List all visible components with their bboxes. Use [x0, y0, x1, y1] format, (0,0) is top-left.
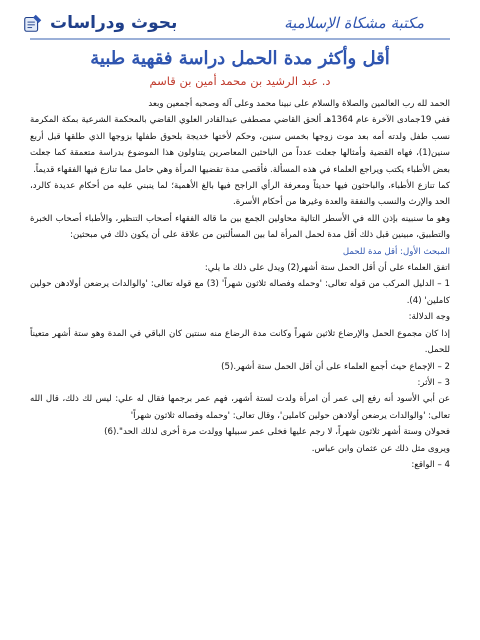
document-body: [30, 96, 450, 632]
paragraph: كما تنازع الأطباء، والباحثون فيها حديثاً ومعرفة الرأي الراجح فيها بالغ الأهمية؛ لما ينبني عليه من أحكام عديدة كالرد، الحد والإرث والنسب والنفقة والعدة وغيرها من أحكام الأسرة.: [30, 181, 450, 208]
paragraph: عن أبي الأسود أنه رفع إلى عمر أن امرأة ولدت لستة أشهر، فهم عمر برجمها فقال له علي: ليس لك ذلك، قال الله تعالى: 'والوالدات يرضعن أولادهن حولين كاملين'، وقال تعالى: 'وحمله وفصاله ثلاثون شهراً': [30, 394, 450, 421]
header-divider: [30, 38, 450, 40]
author-name: د. عبد الرشيد بن محمد أمين بن قاسم: [149, 74, 331, 88]
logo-text: بحوث ودراسات: [50, 13, 178, 33]
paragraph: 1 – الدليل المركب من قوله تعالى: 'وحمله وفصاله ثلاثون شهراً' (3) مع قوله تعالى: 'والوالدات يرضعن أولادهن حولين كاملين' (4).: [30, 279, 450, 306]
paragraph: وهو ما سنبينه بإذن الله في الأسطر التالية محاولين الجمع بين ما قاله الفقهاء أصحاب التنظير، والأطباء أصحاب الخبرة والتطبيق، مبينين قبل ذلك أقل مدة لحمل المرأة لما بين المسألتين من علاقة على أن يكون ذلك في مبحثين:: [30, 213, 450, 241]
paragraph: 2 – الإجماع حيث أجمع العلماء على أن أقل الحمل ستة أشهر.(5): [221, 361, 450, 372]
document-title: أقل وأكثر مدة الحمل دراسة فقهية طبية: [90, 48, 390, 69]
paragraph: ففي 19جمادى الآخرة عام 1364هـ ألحق القاضي مصطفى عبدالقادر العلوي القاضي بالمحكمة الشرعية بمكة المكرمة نسب طفل ولدته أمه بعد موت زوجها بخمس سنين، وحكم لأختها خديجة بلحوق طفلها بزوجها الذي طلقها قبل أربع سنين(1)، فهاه القضية وأمثالها جعلت عدداً من الباحثين المعاصرين يتناولون هذا الموضوع بدراسة متعمقة كما جعلت بعض الأطباء يكتب ويراجع العلماء في هذه المسألة. فأقصى مدة تقضيها المرأة وهي حامل مما تنازع فيها الفقهاء قديماً.: [30, 115, 450, 175]
paragraph: إذا كان مجموع الحمل والإرضاع ثلاثين شهراً وكانت مدة الرضاع منه سنتين كان الباقي في المدة وهو ستة أشهر متعيناً للحمل.: [30, 328, 450, 356]
document-header: [0, 8, 480, 92]
section-heading: المبحث الأول: أقل مدة للحمل: [342, 246, 450, 257]
library-name: مكتبة مشكاة الإسلامية: [284, 14, 424, 32]
pen-scroll-icon: [22, 12, 44, 34]
paragraph: 4 – الواقع:: [411, 459, 450, 470]
paragraph: فحولان وستة أشهر ثلاثون شهراً، لا رجم عليها فخلى عمر سبيلها وولدت مرة أخرى لذلك الحد".(6): [104, 427, 450, 438]
paragraph: الحمد لله رب العالمين والصلاة والسلام على نبينا محمد وعلى آله وصحبه أجمعين وبعد: [148, 99, 450, 109]
paragraph: وجه الدلالة:: [408, 312, 450, 323]
paragraph: ويروى مثل ذلك عن عثمان وابن عباس.: [311, 443, 450, 454]
site-logo[interactable]: [22, 12, 177, 34]
paragraph: 3 – الأثر:: [417, 377, 450, 388]
paragraph: اتفق العلماء على أن أقل الحمل ستة أشهر(2) ويدل على ذلك ما يلي:: [204, 263, 450, 274]
